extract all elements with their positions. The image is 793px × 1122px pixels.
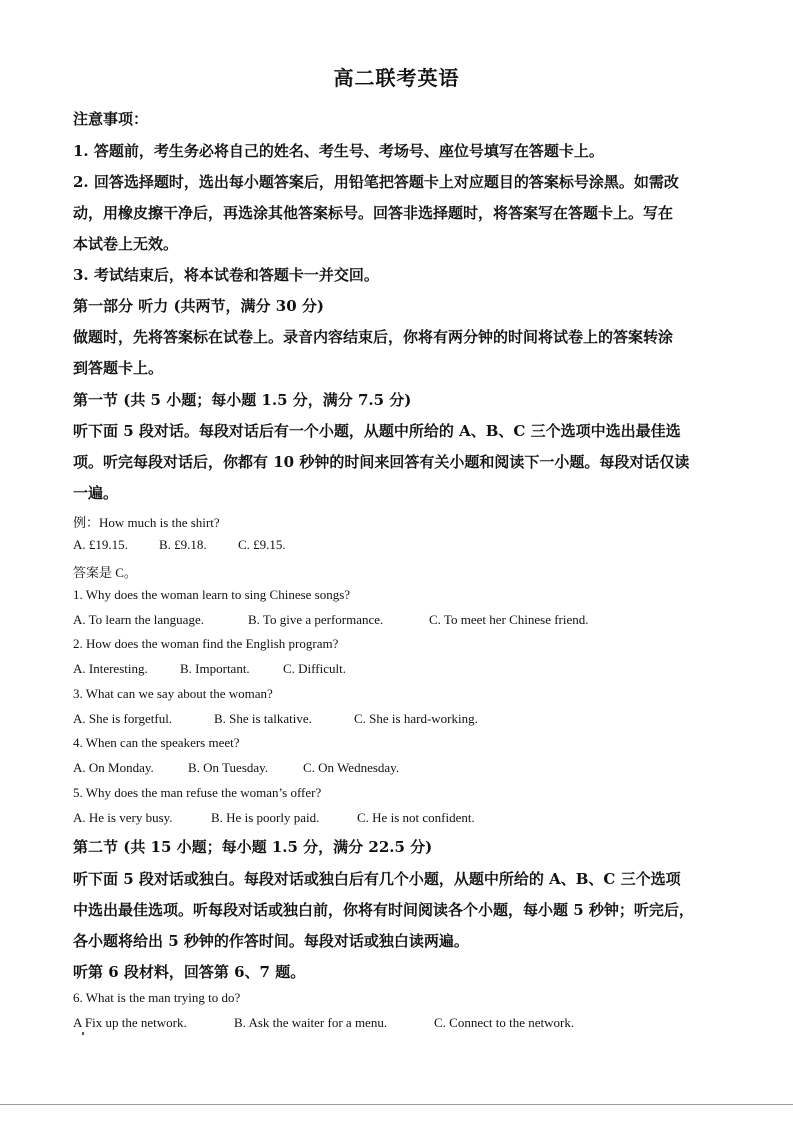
option-b: B. Ask the waiter for a menu. xyxy=(234,1015,388,1030)
option-a: A. £19.15. xyxy=(73,537,128,552)
part1-heading: 第一部分 听力 (共两节，满分 30 分) xyxy=(73,297,324,315)
option-a: A. On Monday. xyxy=(73,760,154,775)
section2-intro-line-3: 各小题将给出 5 秒钟的作答时间。每段对话或独白读两遍。 xyxy=(73,932,469,950)
notice-heading: 注意事项： xyxy=(73,110,149,128)
question-5-options xyxy=(73,810,475,826)
example-answer: 答案是 C。 xyxy=(73,565,137,580)
option-b: B. He is poorly paid. xyxy=(211,810,320,825)
part1-intro-line-2: 到答题卡上。 xyxy=(73,359,164,377)
option-a: A. Interesting. xyxy=(73,661,148,676)
page-footer-divider xyxy=(0,1104,793,1105)
option-c: C. Connect to the network. xyxy=(434,1015,575,1030)
question-3: 3. What can we say about the woman? xyxy=(73,686,273,701)
option-c: C. On Wednesday. xyxy=(303,760,400,775)
option-b: B. £9.18. xyxy=(159,537,207,552)
question-5: 5. Why does the man refuse the woman’s offer? xyxy=(73,785,322,800)
section1-intro-line-1: 听下面 5 段对话。每段对话后有一个小题，从题中所给的 A、B、C 三个选项中选出最佳选 xyxy=(73,422,681,440)
notice-item-2-line-1: 2. 回答选择题时，选出每小题答案后，用铅笔把答题卡上对应题目的答案标号涂黑。如需改 xyxy=(73,173,679,191)
option-c: C. He is not confident. xyxy=(357,810,475,825)
example-question: 例：How much is the shirt? xyxy=(73,515,220,530)
question-2: 2. How does the woman find the English program? xyxy=(73,636,339,651)
notice-item-3: 3. 考试结束后，将本试卷和答题卡一并交回。 xyxy=(73,266,379,284)
notice-item-2-line-3: 本试卷上无效。 xyxy=(73,235,179,253)
option-c: C. £9.15. xyxy=(238,537,286,552)
option-a: A Fix up the network. xyxy=(73,1015,187,1030)
notice-item-2-line-2: 动，用橡皮擦干净后，再选涂其他答案标号。回答非选择题时，将答案写在答题卡上。写在 xyxy=(73,204,674,222)
part1-intro-line-1: 做题时，先将答案标在试卷上。录音内容结束后，你将有两分钟的时间将试卷上的答案转涂 xyxy=(73,328,674,346)
option-c: C. She is hard-working. xyxy=(354,711,478,726)
section1-intro-line-2: 项。听完每段对话后，你都有 10 秒钟的时间来回答有关小题和阅读下一小题。每段对话仅读 xyxy=(73,453,690,471)
option-b: B. She is talkative. xyxy=(214,711,312,726)
question-1-options xyxy=(73,612,589,628)
page-title: 高二联考英语 xyxy=(333,66,460,90)
question-6-options xyxy=(73,1015,574,1031)
question-2-options xyxy=(73,661,346,677)
question-1: 1. Why does the woman learn to sing Chinese songs? xyxy=(73,587,351,602)
section2-intro-line-2: 中选出最佳选项。听每段对话或独白前，你将有时间阅读各个小题，每小题 5 秒钟；听完后， xyxy=(73,901,694,919)
option-a: A. She is forgetful. xyxy=(73,711,173,726)
section2-intro-line-1: 听下面 5 段对话或独白。每段对话或独白后有几个小题，从题中所给的 A、B、C 三个选项 xyxy=(73,870,681,888)
question-6: 6. What is the man trying to do? xyxy=(73,990,241,1005)
option-a: A. To learn the language. xyxy=(73,612,204,627)
option-b: B. On Tuesday. xyxy=(188,760,269,775)
option-c: C. Difficult. xyxy=(283,661,346,676)
section2-heading: 第二节 (共 15 小题；每小题 1.5 分，满分 22.5 分) xyxy=(73,838,433,856)
question-4: 4. When can the speakers meet? xyxy=(73,735,240,750)
option-b: B. To give a performance. xyxy=(248,612,384,627)
question-4-options xyxy=(73,760,399,776)
material-6-heading: 听第 6 段材料，回答第 6、7 题。 xyxy=(73,963,306,981)
stray-mark xyxy=(82,1032,84,1035)
example-options xyxy=(73,537,286,553)
section1-heading: 第一节 (共 5 小题；每小题 1.5 分，满分 7.5 分) xyxy=(73,391,412,409)
section1-intro-line-3: 一遍。 xyxy=(73,484,119,502)
option-a: A. He is very busy. xyxy=(73,810,173,825)
option-c: C. To meet her Chinese friend. xyxy=(429,612,589,627)
question-3-options xyxy=(73,711,478,727)
option-b: B. Important. xyxy=(180,661,250,676)
notice-item-1: 1. 答题前，考生务必将自己的姓名、考生号、考场号、座位号填写在答题卡上。 xyxy=(73,142,604,160)
